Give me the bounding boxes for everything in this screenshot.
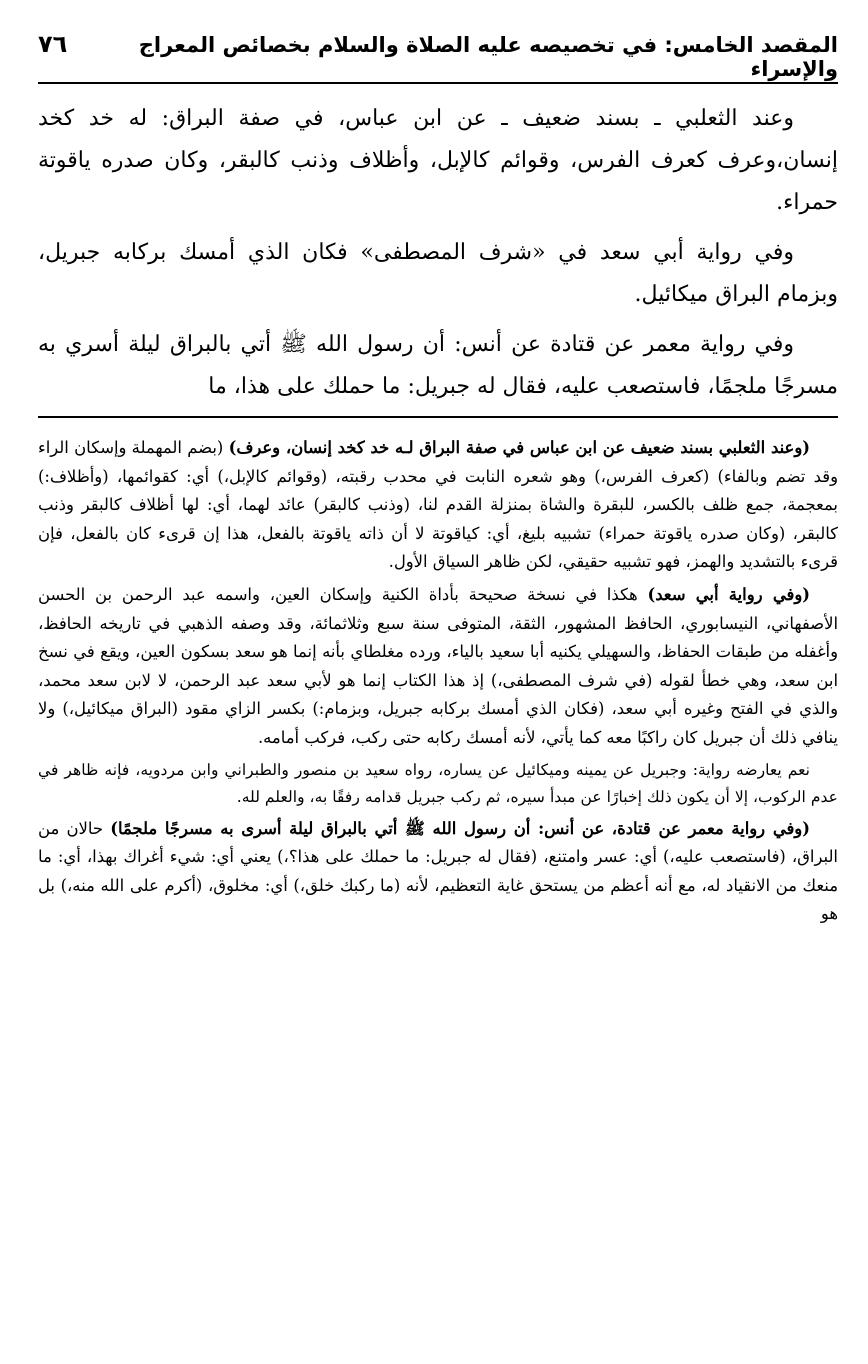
- commentary-body: هكذا في نسخة صحيحة بأداة الكنية وإسكان العين، واسمه عبد الرحمن بن الحسن الأصفهاني، النيسابوري، الحافظ المشهور، الثقة، المتوفى سنة سبع وثلاثمائة، وقد وصفه الذهبي في تاريخه الحافظ، وأغفله من طبقات الحفاظ، والسهيلي يكنيه أبا سعيد بالياء، ورده مغلطاي بأنه إنما هو سعد بسكون العين، ويقع في نسخ ابن سعد، وهي خطأ لقوله (في شرف المصطفى،) إذ هذا الكتاب إنما هو لأبي سعد عبد الرحمن، لا لابن سعد محمد، والذي في الفتح وغيره أبي سعد، (فكان الذي أمسك بركابه جبريل، وبزمام:) بكسر الزاي مقود (البراق ميكائيل،) ولا ينافي ذلك أن جبريل كان راكبًا معه كما يأتي، لأنه أمسك ركابه حتى ركب، فركب أمامه.: [38, 584, 838, 747]
- main-paragraph: وفي رواية أبي سعد في «شرف المصطفى» فكان الذي أمسك بركابه جبريل، وبزمام البراق ميكائيل.: [38, 240, 838, 307]
- commentary-paragraph: [38, 434, 838, 577]
- commentary-paragraph: [38, 815, 838, 929]
- commentary-paragraph: [38, 757, 838, 811]
- main-paragraph: وفي رواية معمر عن قتادة عن أنس: أن رسول الله ﷺ أتي بالبراق ليلة أسري به مسرجًا ملجمًا، فاستصعب عليه، فقال له جبريل: ما حملك على هذا، ما: [38, 332, 838, 399]
- quoted-lemma: (وفي رواية معمر عن قتادة، عن أنس: أن رسول الله ﷺ أتي بالبراق ليلة أسرى به مسرجًا ملجمًا): [110, 818, 810, 838]
- main-text: [38, 98, 838, 408]
- quoted-lemma: (وعند الثعلبي بسند ضعيف عن ابن عباس في صفة البراق لـه خد كخد إنسان، وعرف): [228, 438, 811, 457]
- page-header: [38, 30, 838, 82]
- running-title: المقصد الخامس: في تخصيصه عليه الصلاة والسلام بخصائص المعراج والإسراء: [138, 33, 838, 81]
- commentary-body: (بضم المهملة وإسكان الراء وقد تضم وبالفاء) (كعرف الفرس،) وهو شعره النابت في محدب رقبته، (وقوائم كالإبل،) أي: كقوائمها، (وأظلاف:) بمعجمة، جمع ظلف بالكسر، للبقرة والشاة بمنزلة القدم لنا، (وذنب كالبقر) عائد لهما، أي: لها أظلاف كالبقر وذنب كالبقر، (وكان صدره ياقوتة حمراء) تشبيه بليغ، أي: كياقوتة لا أن ذاته ياقوتة بالفعل، هذا إن قرىء كان بالفعل، فإن قرىء بالتشديد والهمز، فهو تشبيه حقيقي، لكن ظاهر السياق الأول.: [38, 438, 838, 572]
- commentary-rule: [38, 416, 838, 418]
- commentary-paragraph: [38, 581, 838, 753]
- header-rule: [38, 82, 838, 84]
- commentary-body: نعم يعارضه رواية: وجبريل عن يمينه وميكائيل عن يساره، رواه سعيد بن منصور والطبراني وابن مردويه، فإنه ظاهر في عدم الركوب، إلا أن يكون ذلك إخبارًا عن مبدأ سيره، ثم ركب جبريل قدامه رفقًا به، والعلم لله.: [38, 760, 838, 806]
- page-number: ٧٦: [38, 30, 68, 58]
- book-page: [38, 30, 838, 933]
- commentary-body: حالان من البراق، (فاستصعب عليه،) أي: عسر وامتنع، (فقال له جبريل: ما حملك على هذا؟،) يعني أي: شيء أغراك بهذا، أي: ما منعك من الانقياد له، مع أنه أعظم من يستحق غاية التعظيم، لأنه (ما ركبك خلق،) أي: مخلوق، (أكرم على الله منه،) بل هو: [38, 818, 838, 924]
- commentary-text: [38, 434, 838, 929]
- quoted-lemma: (وفي رواية أبي سعد): [647, 584, 810, 604]
- main-paragraph: وعند الثعلبي ـ بسند ضعيف ـ عن ابن عباس، في صفة البراق: له خد كخد إنسان،وعرف كعرف الفرس، وقوائم كالإبل، وأظلاف وذنب كالبقر، وكان صدره ياقوتة حمراء.: [38, 106, 838, 215]
